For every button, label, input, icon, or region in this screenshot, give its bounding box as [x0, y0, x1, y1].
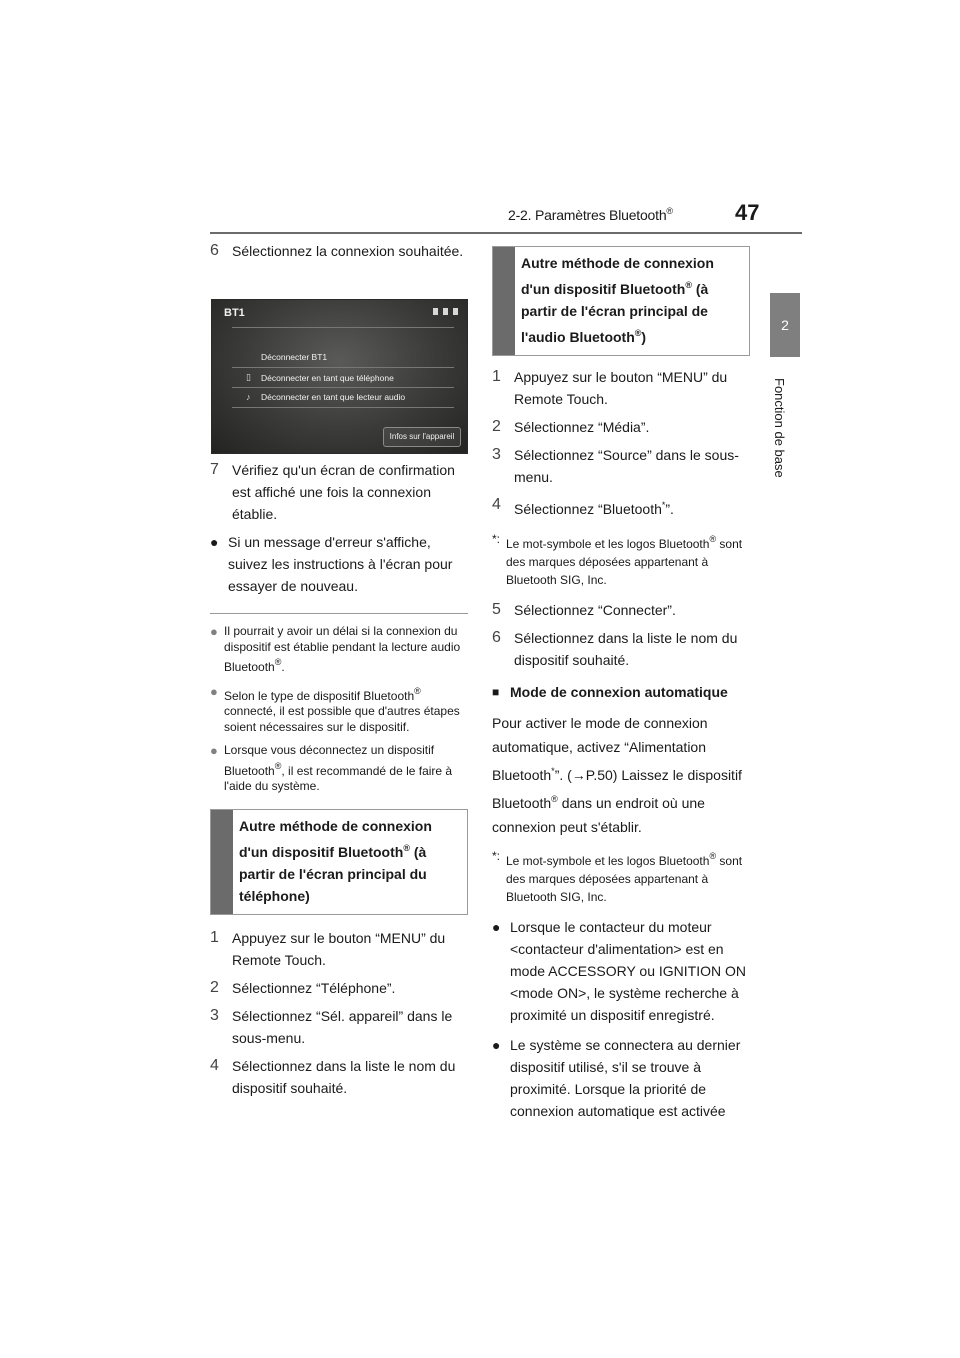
note-item: ● Selon le type de dispositif Bluetooth® connecté, il est possible que d'autres étapes soient nécessaires sur le dispositif. — [210, 683, 460, 734]
bullet-item: ● Le système se connectera au dernier dispositif utilisé, s'il se trouve à proximité. Lorsque la priorité de connexion automatique est activée — [492, 1037, 741, 1119]
note-item: ● Il pourrait y avoir un délai si la connexion du dispositif est établie pendant la lecture audio Bluetooth®. — [210, 624, 461, 674]
step-item: 6 Sélectionnez dans la liste le nom du dispositif souhaité. — [492, 629, 738, 668]
steps-list — [492, 599, 750, 671]
page-number: 47 — [735, 200, 760, 225]
left-column-top — [210, 240, 468, 262]
steps-list — [492, 366, 750, 520]
step-item: 1 Appuyez sur le bouton “MENU” du Remote Touch. — [210, 928, 446, 968]
note-item: ● Lorsque vous déconnectez un dispositif Bluetooth®, il est recommandé de le faire à l'aide du système. — [210, 743, 453, 793]
divider — [210, 613, 468, 614]
device-info-button[interactable]: Infos sur l'appareil — [383, 427, 461, 447]
step-item: 2 Sélectionnez “Média”. — [492, 418, 650, 435]
divider — [232, 387, 454, 388]
running-header: 2-2. Paramètres Bluetooth® — [508, 206, 673, 223]
signal-icon — [433, 308, 438, 315]
status-icons — [433, 308, 458, 315]
battery-icon — [453, 308, 458, 315]
step-item: 7 Vérifiez qu'un écran de confirmation est affiché une fois la connexion établie. — [210, 461, 455, 522]
screen-title: BT1 — [224, 307, 245, 319]
phone-icon — [443, 308, 448, 315]
chapter-label: Fonction de base — [772, 378, 787, 478]
step-item: 5 Sélectionnez “Connecter”. — [492, 601, 676, 618]
footnote: *: Le mot-symbole et les logos Bluetooth® sont des marques déposées appartenant à Bluetooth SIG, Inc. — [492, 849, 743, 904]
divider — [232, 327, 454, 328]
divider — [232, 367, 454, 368]
bullet-item: ● Lorsque le contacteur du moteur <contacteur d'alimentation> est en mode ACCESSORY ou IGNITION ON <mode ON>, le système recherche à proximité un dispositif enregistré. — [492, 919, 747, 1023]
header-rule — [210, 232, 802, 234]
section-subheading: ■ Mode de connexion automatique — [492, 684, 728, 700]
bullet-list — [492, 916, 750, 1122]
screen-screenshot — [211, 299, 468, 454]
section-box: Autre méthode de connexion d'un dispositif Bluetooth® (à partir de l'écran principal du téléphone) — [210, 809, 468, 915]
footnote: *: Le mot-symbole et les logos Bluetooth® sont des marques déposées appartenant à Bluetooth SIG, Inc. — [492, 532, 743, 587]
left-column-body — [210, 459, 468, 1099]
music-note-icon: ♪ — [246, 392, 251, 402]
section-box: Autre méthode de connexion d'un dispositif Bluetooth® (à partir de l'écran principal de l'audio Bluetooth®) — [492, 246, 750, 356]
step-item: 3 Sélectionnez “Source” dans le sous-menu. — [492, 446, 739, 485]
paragraph: Pour activer le mode de connexion automatique, activez “Alimentation Bluetooth*”. (→P.50) Laissez le dispositif Bluetooth® dans un endroit où une connexion peut s'établir. — [492, 715, 742, 835]
step-item: 4 Sélectionnez dans la liste le nom du dispositif souhaité. — [210, 1056, 456, 1096]
menu-row[interactable]: Déconnecter BT1 — [261, 352, 328, 362]
divider — [232, 407, 454, 408]
step-item: 4 Sélectionnez “Bluetooth*”. — [492, 496, 674, 517]
notes — [210, 624, 468, 795]
menu-row[interactable]: ♪ Déconnecter en tant que lecteur audio — [246, 392, 406, 402]
steps-list — [210, 927, 468, 1099]
menu-row[interactable]: ▯ Déconnecter en tant que téléphone — [246, 372, 394, 383]
step-item: 2 Sélectionnez “Téléphone”. — [210, 978, 396, 996]
phone-icon: ▯ — [246, 372, 251, 382]
bullet-item: ● Si un message d'erreur s'affiche, suivez les instructions à l'écran pour essayer de nouveau. — [210, 534, 453, 594]
step-item: 3 Sélectionnez “Sél. appareil” dans le sous-menu. — [210, 1006, 453, 1046]
chapter-tab: 2 — [770, 293, 800, 357]
step-item: 1 Appuyez sur le bouton “MENU” du Remote Touch. — [492, 368, 728, 407]
step-item: 6 Sélectionnez la connexion souhaitée. — [210, 242, 464, 259]
right-column — [492, 246, 750, 1122]
